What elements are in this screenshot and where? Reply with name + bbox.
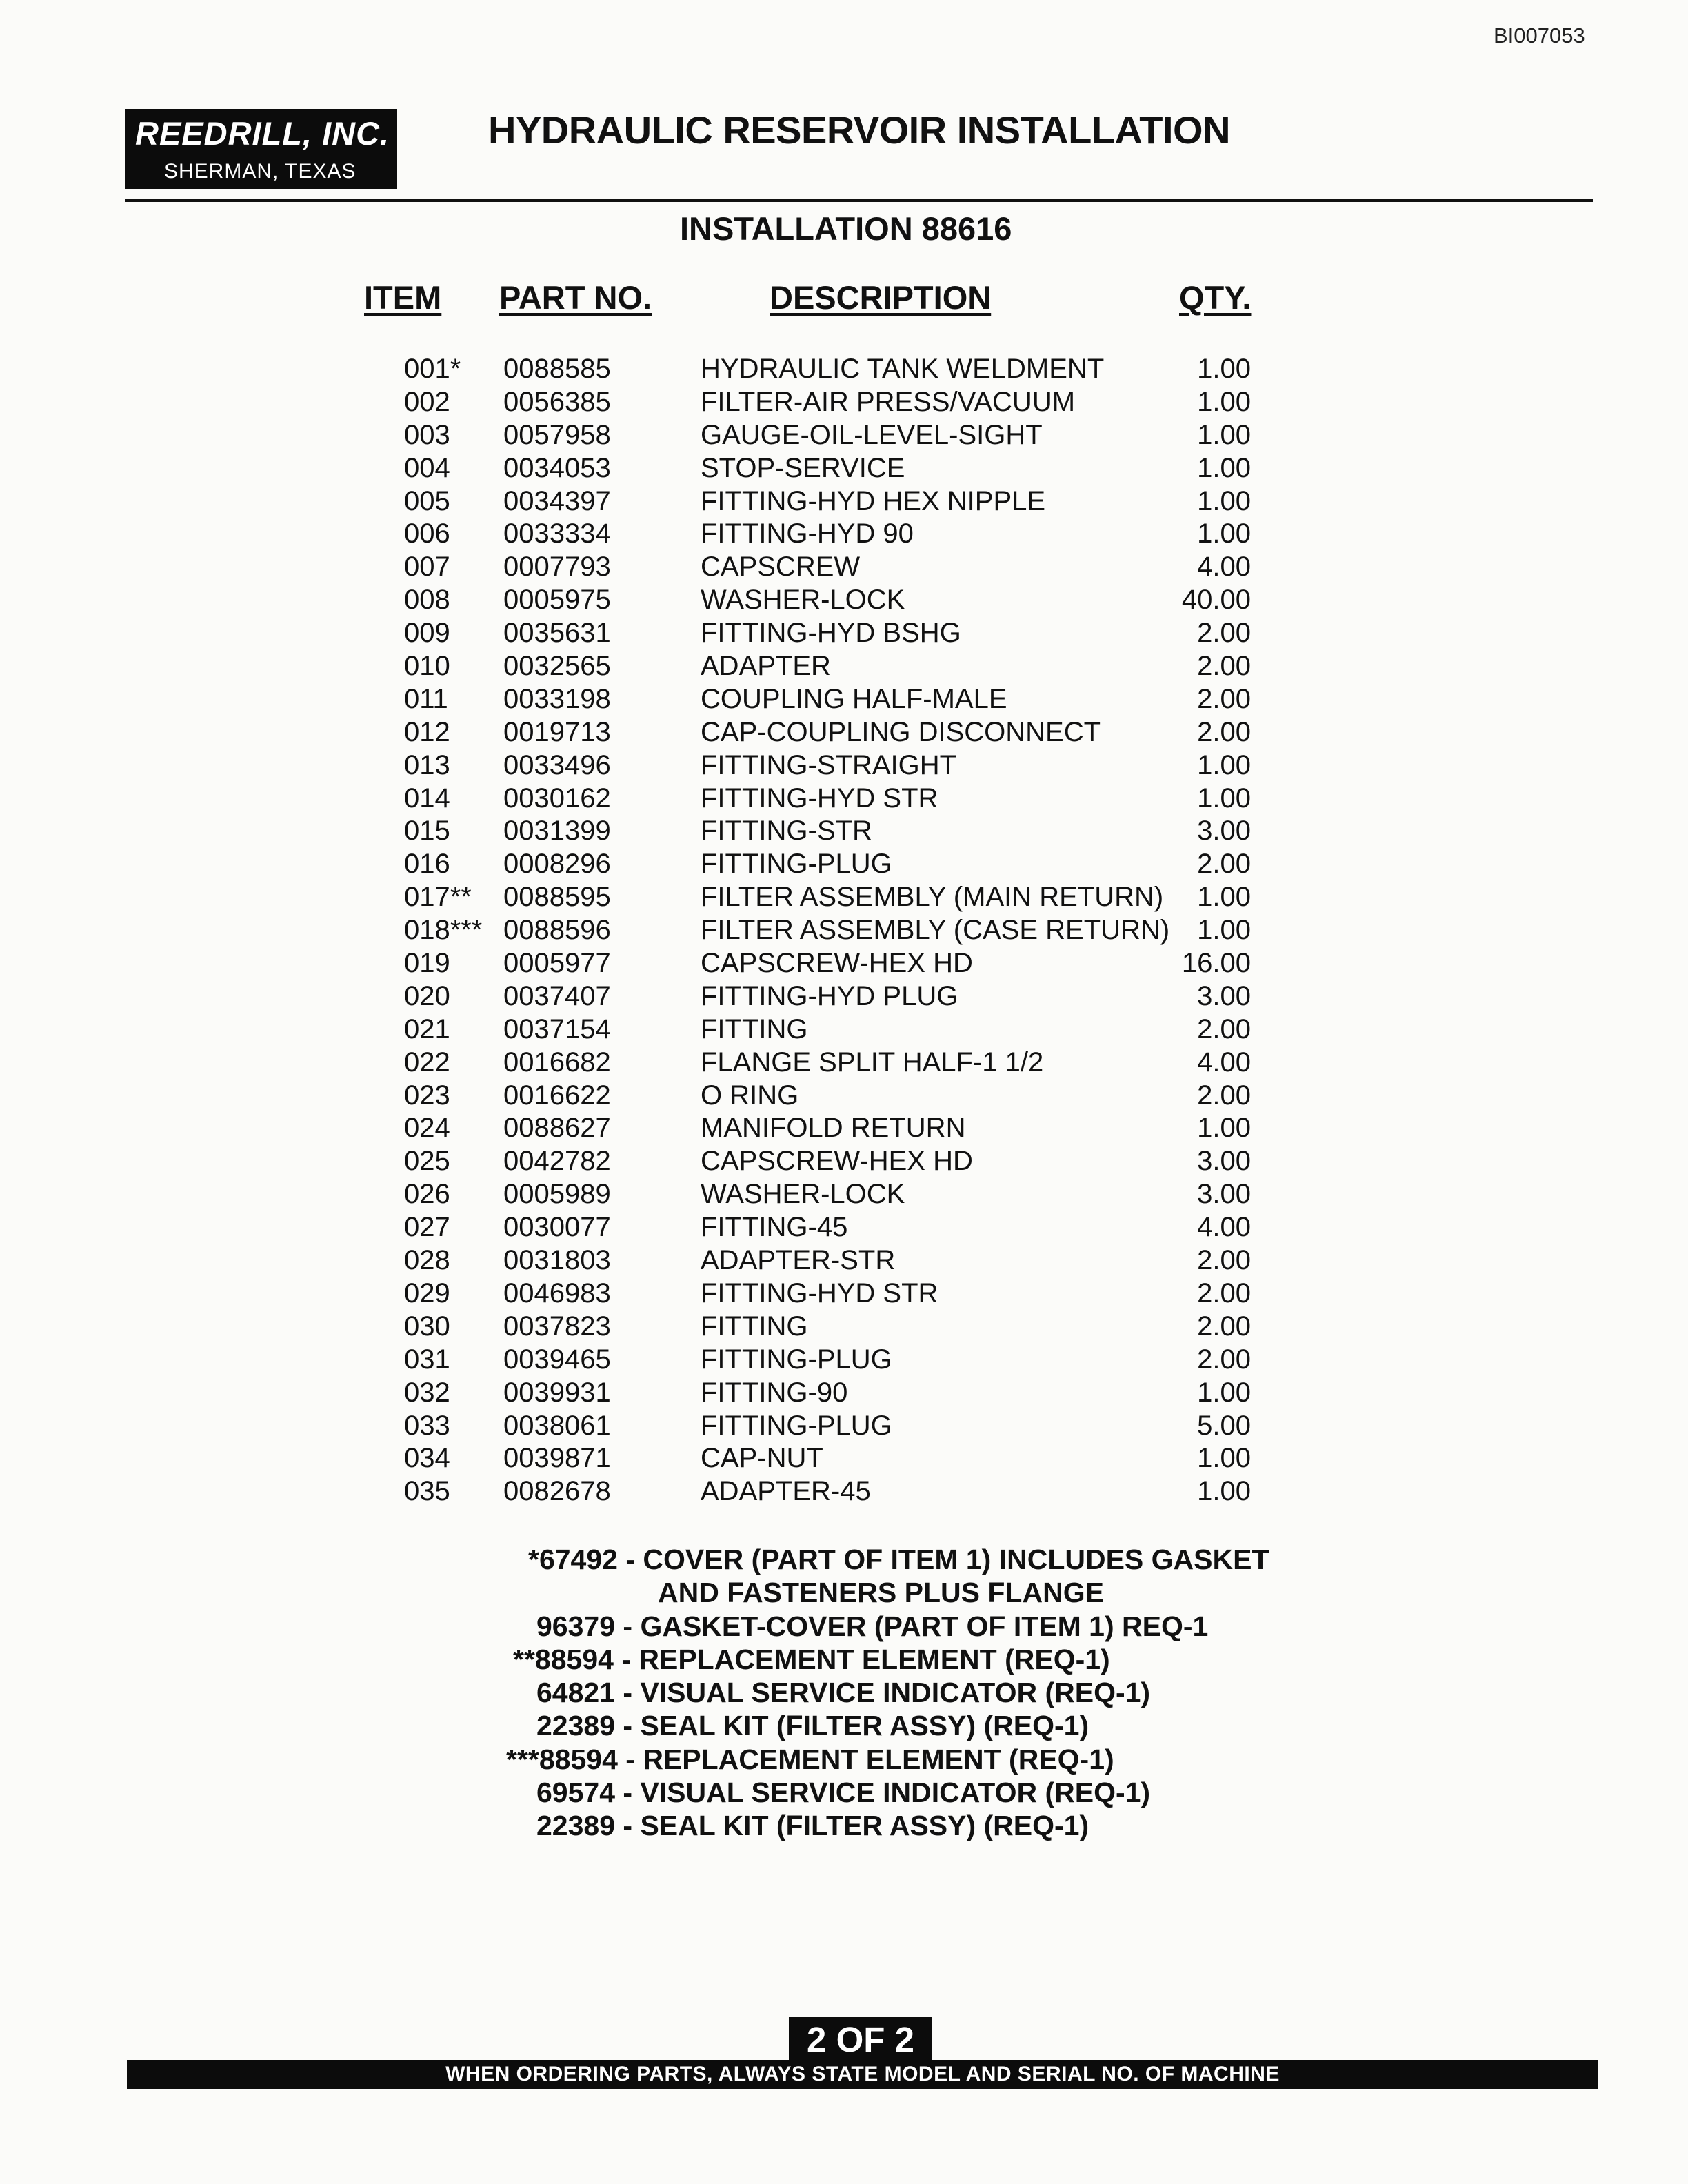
note-text: 64821 - VISUAL SERVICE INDICATOR (REQ-1) [536, 1677, 1151, 1709]
part-number: 0030162 [503, 782, 611, 813]
part-description: FITTING-HYD HEX NIPPLE [701, 485, 1046, 516]
part-number: 0037407 [503, 980, 611, 1011]
part-number: 0037823 [503, 1311, 611, 1342]
part-description: FITTING-HYD BSHG [701, 618, 961, 649]
part-description: ADAPTER-STR [701, 1245, 896, 1276]
part-description: FILTER ASSEMBLY (CASE RETURN) [701, 915, 1170, 946]
table-row [0, 1377, 1688, 1410]
part-number: 0031803 [503, 1245, 611, 1276]
column-header-description: DESCRIPTION [770, 279, 992, 316]
table-row [0, 1211, 1688, 1244]
part-number: 0039871 [503, 1443, 611, 1474]
part-number: 0035631 [503, 618, 611, 649]
part-description: FITTING-90 [701, 1377, 848, 1408]
part-number: 0038061 [503, 1410, 611, 1441]
table-row [0, 1410, 1688, 1443]
item-number: 010 [404, 651, 450, 682]
item-number: 026 [404, 1179, 450, 1210]
part-quantity: 3.00 [1197, 1179, 1251, 1210]
part-quantity: 2.00 [1197, 1245, 1251, 1276]
table-row [0, 980, 1688, 1013]
part-description: WASHER-LOCK [701, 1179, 905, 1210]
part-quantity: 40.00 [1181, 585, 1251, 616]
part-description: O RING [701, 1080, 799, 1111]
part-description: GAUGE-OIL-LEVEL-SIGHT [701, 419, 1043, 450]
item-number: 014 [404, 782, 450, 813]
part-number: 0039465 [503, 1344, 611, 1375]
part-description: FILTER ASSEMBLY (MAIN RETURN) [701, 882, 1164, 913]
part-quantity: 2.00 [1197, 1013, 1251, 1044]
table-row [0, 683, 1688, 716]
table-row [0, 1080, 1688, 1113]
part-description: ADAPTER-45 [701, 1476, 871, 1507]
note-text: *67492 - COVER (PART OF ITEM 1) INCLUDES GASKET [528, 1544, 1269, 1575]
column-header-item: ITEM [364, 279, 442, 316]
part-quantity: 1.00 [1197, 882, 1251, 913]
part-number: 0033496 [503, 749, 611, 780]
part-description: CAPSCREW-HEX HD [701, 948, 973, 979]
part-number: 0031399 [503, 816, 611, 847]
table-row [0, 947, 1688, 980]
item-number: 006 [404, 518, 450, 549]
item-number: 004 [404, 452, 450, 483]
item-number: 027 [404, 1212, 450, 1243]
part-quantity: 1.00 [1197, 782, 1251, 813]
part-description: CAP-COUPLING DISCONNECT [701, 716, 1101, 747]
part-number: 0005975 [503, 585, 611, 616]
table-row [0, 386, 1688, 419]
part-number: 0033334 [503, 518, 611, 549]
part-number: 0037154 [503, 1013, 611, 1044]
table-row [0, 1046, 1688, 1080]
part-quantity: 1.00 [1197, 354, 1251, 384]
table-row [0, 1475, 1688, 1508]
part-description: FITTING-HYD STR [701, 782, 938, 813]
part-number: 0008296 [503, 849, 611, 880]
item-number: 005 [404, 485, 450, 516]
note-text: AND FASTENERS PLUS FLANGE [658, 1577, 1104, 1609]
part-description: WASHER-LOCK [701, 585, 905, 616]
part-description: FITTING-HYD STR [701, 1277, 938, 1308]
table-row [0, 848, 1688, 881]
table-row [0, 1178, 1688, 1211]
item-number: 011 [404, 683, 448, 714]
table-row [0, 749, 1688, 782]
item-number: 020 [404, 980, 450, 1011]
item-number: 015 [404, 816, 450, 847]
table-row [0, 1013, 1688, 1046]
company-name: REEDRILL, INC. [135, 115, 390, 152]
part-quantity: 2.00 [1197, 1080, 1251, 1111]
part-number: 0082678 [503, 1476, 611, 1507]
note-text: 96379 - GASKET-COVER (PART OF ITEM 1) REQ-1 [536, 1610, 1209, 1642]
note-line [0, 1543, 1688, 1576]
part-quantity: 1.00 [1197, 452, 1251, 483]
part-quantity: 3.00 [1197, 1146, 1251, 1177]
part-quantity: 2.00 [1197, 716, 1251, 747]
part-quantity: 1.00 [1197, 915, 1251, 946]
page-title: HYDRAULIC RESERVOIR INSTALLATION [488, 108, 1231, 152]
item-number: 009 [404, 618, 450, 649]
table-row [0, 452, 1688, 485]
part-quantity: 16.00 [1181, 948, 1251, 979]
part-quantity: 1.00 [1197, 1443, 1251, 1474]
part-number: 0007793 [503, 552, 611, 583]
part-quantity: 2.00 [1197, 1311, 1251, 1342]
note-text: 22389 - SEAL KIT (FILTER ASSY) (REQ-1) [536, 1710, 1089, 1742]
table-row [0, 617, 1688, 650]
item-number: 033 [404, 1410, 450, 1441]
item-number: 008 [404, 585, 450, 616]
note-line [0, 1676, 1688, 1709]
part-quantity: 1.00 [1197, 386, 1251, 417]
item-number: 023 [404, 1080, 450, 1111]
part-description: MANIFOLD RETURN [701, 1113, 966, 1144]
part-description: FITTING-PLUG [701, 1344, 892, 1375]
part-number: 0088596 [503, 915, 611, 946]
note-text: **88594 - REPLACEMENT ELEMENT (REQ-1) [513, 1643, 1110, 1675]
item-number: 002 [404, 386, 450, 417]
part-description: FITTING [701, 1013, 808, 1044]
company-location: SHERMAN, TEXAS [164, 160, 356, 183]
item-number: 022 [404, 1046, 450, 1078]
part-number: 0034397 [503, 485, 611, 516]
item-number: 032 [404, 1377, 450, 1408]
item-number: 028 [404, 1245, 450, 1276]
part-number: 0057958 [503, 419, 611, 450]
part-description: HYDRAULIC TANK WELDMENT [701, 354, 1105, 384]
part-quantity: 2.00 [1197, 683, 1251, 714]
table-row [0, 881, 1688, 914]
item-number: 018*** [404, 915, 483, 946]
note-text: ***88594 - REPLACEMENT ELEMENT (REQ-1) [506, 1743, 1114, 1775]
part-quantity: 2.00 [1197, 849, 1251, 880]
table-row [0, 1311, 1688, 1344]
item-number: 034 [404, 1443, 450, 1474]
part-quantity: 2.00 [1197, 1277, 1251, 1308]
table-row [0, 1145, 1688, 1178]
note-text: 22389 - SEAL KIT (FILTER ASSY) (REQ-1) [536, 1810, 1089, 1842]
part-description: FITTING-HYD 90 [701, 518, 914, 549]
document-id: BI007053 [1494, 23, 1585, 48]
item-number: 035 [404, 1476, 450, 1507]
table-row [0, 584, 1688, 617]
item-number: 019 [404, 948, 450, 979]
part-number: 0016622 [503, 1080, 611, 1111]
table-row [0, 353, 1688, 386]
note-line [0, 1809, 1688, 1842]
table-row [0, 1344, 1688, 1377]
part-number: 0088595 [503, 882, 611, 913]
footer-notice: WHEN ORDERING PARTS, ALWAYS STATE MODEL AND SERIAL NO. OF MACHINE [127, 2060, 1598, 2089]
part-description: FITTING-PLUG [701, 1410, 892, 1441]
part-description: CAPSCREW-HEX HD [701, 1146, 973, 1177]
part-description: FITTING [701, 1311, 808, 1342]
table-row [0, 1277, 1688, 1311]
column-header-part-no: PART NO. [499, 279, 652, 316]
part-number: 0088585 [503, 354, 611, 384]
part-number: 0019713 [503, 716, 611, 747]
company-logo [125, 109, 397, 189]
item-number: 024 [404, 1113, 450, 1144]
item-number: 030 [404, 1311, 450, 1342]
part-number: 0030077 [503, 1212, 611, 1243]
part-number: 0056385 [503, 386, 611, 417]
note-line [0, 1576, 1688, 1609]
part-quantity: 2.00 [1197, 1344, 1251, 1375]
column-header-qty: QTY. [1179, 279, 1252, 316]
part-quantity: 4.00 [1197, 1212, 1251, 1243]
title-divider [125, 199, 1593, 202]
table-row [0, 485, 1688, 518]
part-description: FITTING-45 [701, 1212, 848, 1243]
part-description: FITTING-STR [701, 816, 872, 847]
part-number: 0088627 [503, 1113, 611, 1144]
item-number: 007 [404, 552, 450, 583]
part-number: 0005977 [503, 948, 611, 979]
parts-list [0, 353, 1688, 1508]
part-description: CAP-NUT [701, 1443, 823, 1474]
installation-heading: INSTALLATION 88616 [680, 210, 1012, 247]
table-row [0, 716, 1688, 749]
part-number: 0032565 [503, 651, 611, 682]
part-description: ADAPTER [701, 651, 831, 682]
part-number: 0033198 [503, 683, 611, 714]
item-number: 001* [404, 354, 461, 384]
part-quantity: 2.00 [1197, 651, 1251, 682]
part-number: 0046983 [503, 1277, 611, 1308]
part-number: 0005989 [503, 1179, 611, 1210]
part-quantity: 3.00 [1197, 816, 1251, 847]
part-description: FITTING-PLUG [701, 849, 892, 880]
part-quantity: 1.00 [1197, 1113, 1251, 1144]
part-number: 0034053 [503, 452, 611, 483]
item-number: 025 [404, 1146, 450, 1177]
part-quantity: 1.00 [1197, 1476, 1251, 1507]
part-description: FITTING-HYD PLUG [701, 980, 958, 1011]
item-number: 016 [404, 849, 450, 880]
table-row [0, 1442, 1688, 1475]
note-text: 69574 - VISUAL SERVICE INDICATOR (REQ-1) [536, 1777, 1151, 1809]
item-number: 012 [404, 716, 450, 747]
table-row [0, 551, 1688, 584]
item-number: 029 [404, 1277, 450, 1308]
item-number: 003 [404, 419, 450, 450]
part-quantity: 3.00 [1197, 980, 1251, 1011]
table-row [0, 650, 1688, 683]
part-quantity: 1.00 [1197, 485, 1251, 516]
item-number: 017** [404, 882, 472, 913]
part-quantity: 1.00 [1197, 419, 1251, 450]
table-row [0, 914, 1688, 947]
page-number: 2 OF 2 [789, 2017, 932, 2063]
table-row [0, 782, 1688, 816]
part-quantity: 1.00 [1197, 749, 1251, 780]
table-row [0, 419, 1688, 452]
part-quantity: 1.00 [1197, 518, 1251, 549]
part-description: FITTING-STRAIGHT [701, 749, 957, 780]
part-quantity: 5.00 [1197, 1410, 1251, 1441]
note-line [0, 1610, 1688, 1643]
note-line [0, 1776, 1688, 1809]
part-quantity: 1.00 [1197, 1377, 1251, 1408]
part-description: CAPSCREW [701, 552, 861, 583]
part-quantity: 4.00 [1197, 1046, 1251, 1078]
notes-list [0, 1543, 1688, 1843]
part-description: COUPLING HALF-MALE [701, 683, 1007, 714]
table-row [0, 1112, 1688, 1145]
part-number: 0016682 [503, 1046, 611, 1078]
part-number: 0039931 [503, 1377, 611, 1408]
note-line [0, 1743, 1688, 1776]
item-number: 031 [404, 1344, 450, 1375]
item-number: 021 [404, 1013, 450, 1044]
note-line [0, 1643, 1688, 1676]
table-row [0, 815, 1688, 848]
part-description: FLANGE SPLIT HALF-1 1/2 [701, 1046, 1044, 1078]
table-row [0, 1244, 1688, 1277]
part-number: 0042782 [503, 1146, 611, 1177]
part-quantity: 2.00 [1197, 618, 1251, 649]
table-row [0, 518, 1688, 551]
part-quantity: 4.00 [1197, 552, 1251, 583]
part-description: FILTER-AIR PRESS/VACUUM [701, 386, 1076, 417]
note-line [0, 1709, 1688, 1742]
part-description: STOP-SERVICE [701, 452, 905, 483]
item-number: 013 [404, 749, 450, 780]
